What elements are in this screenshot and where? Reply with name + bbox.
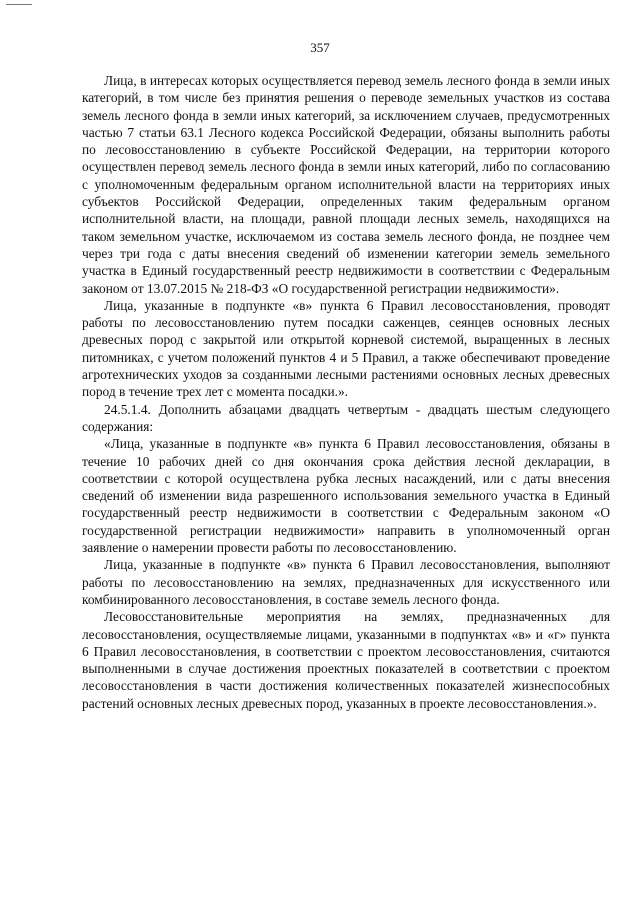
scan-corner-mark [6, 4, 32, 5]
paragraph: 24.5.1.4. Дополнить абзацами двадцать четвертым - двадцать шестым следующего содержания: [82, 401, 610, 434]
paragraph: «Лица, указанные в подпункте «в» пункта 6 Правил лесовосстановления, обязаны в течение 10 рабочих дней со дня окончания срока действия лесной декларации, в соответствии с которой осуществлена рубка лесных насаждений, или с даты внесения сведений об изменении вида разрешенного использования земельного участка в Единый государственный реестр недвижимости в соответствии с Федеральным законом «О государственной регистрации недвижимости» направить в уполномоченный орган заявление о намерении провести работы по лесовосстановлению. [82, 436, 610, 556]
page-number: 357 [310, 40, 330, 55]
paragraph: Лица, указанные в подпункте «в» пункта 6 Правил лесовосстановления, выполняют работы по лесовосстановлению на землях, предназначенных для искусственного или комбинированного лесовосстановления, в составе земель лесного фонда. [82, 557, 610, 607]
paragraph: Лица, в интересах которых осуществляется перевод земель лесного фонда в земли иных категорий, в том числе без принятия решения о переводе земельных участков из состава земель лесного фонда в земли иных категорий, за исключением случаев, предусмотренных частью 7 статьи 63.1 Лесного кодекса Российской Федерации, обязаны выполнить работы по лесовосстановлению в субъекте Российской Федерации, на территории которого осуществлен перевод земель лесного фонда в земли иных категорий, либо по согласованию с уполномоченным федеральным органом исполнительной власти на территориях иных субъектов Российской Федерации, определенных таким федеральным органом исполнительной власти, на площади, равной площади лесных земель, находящихся на таком земельном участке, исключаемом из состава земель лесного фонда, не позднее чем через три года с даты внесения сведений об изменении категории земель земельного участка в Единый государственный реестр недвижимости в соответствии с Федеральным законом от 13.07.2015 № 218-ФЗ «О государственной регистрации недвижимости». [82, 73, 610, 296]
paragraph: Лица, указанные в подпункте «в» пункта 6 Правил лесовосстановления, проводят работы по лесовосстановлению путем посадки саженцев, сеянцев основных лесных древесных пород с закрытой или открытой корневой системой, выращенных в лесных питомниках, с учетом положений пунктов 4 и 5 Правил, а также обеспечивают проведение агротехнических уходов за созданными лесными растениями основных лесных древесных пород в течение трех лет с момента посадки.». [82, 297, 610, 400]
document-body [82, 72, 610, 712]
paragraph: Лесовосстановительные мероприятия на землях, предназначенных для лесовосстановления, осуществляемые лицами, указанными в подпунктах «в» и «г» пункта 6 Правил лесовосстановления, в соответствии с проектом лесовосстановления, считаются выполненными в случае достижения проектных показателей в соответствии с проектом лесовосстановления в части достижения количественных показателей жизнеспособных растений основных лесных древесных пород, указанных в проекте лесовосстановления.». [82, 609, 610, 711]
